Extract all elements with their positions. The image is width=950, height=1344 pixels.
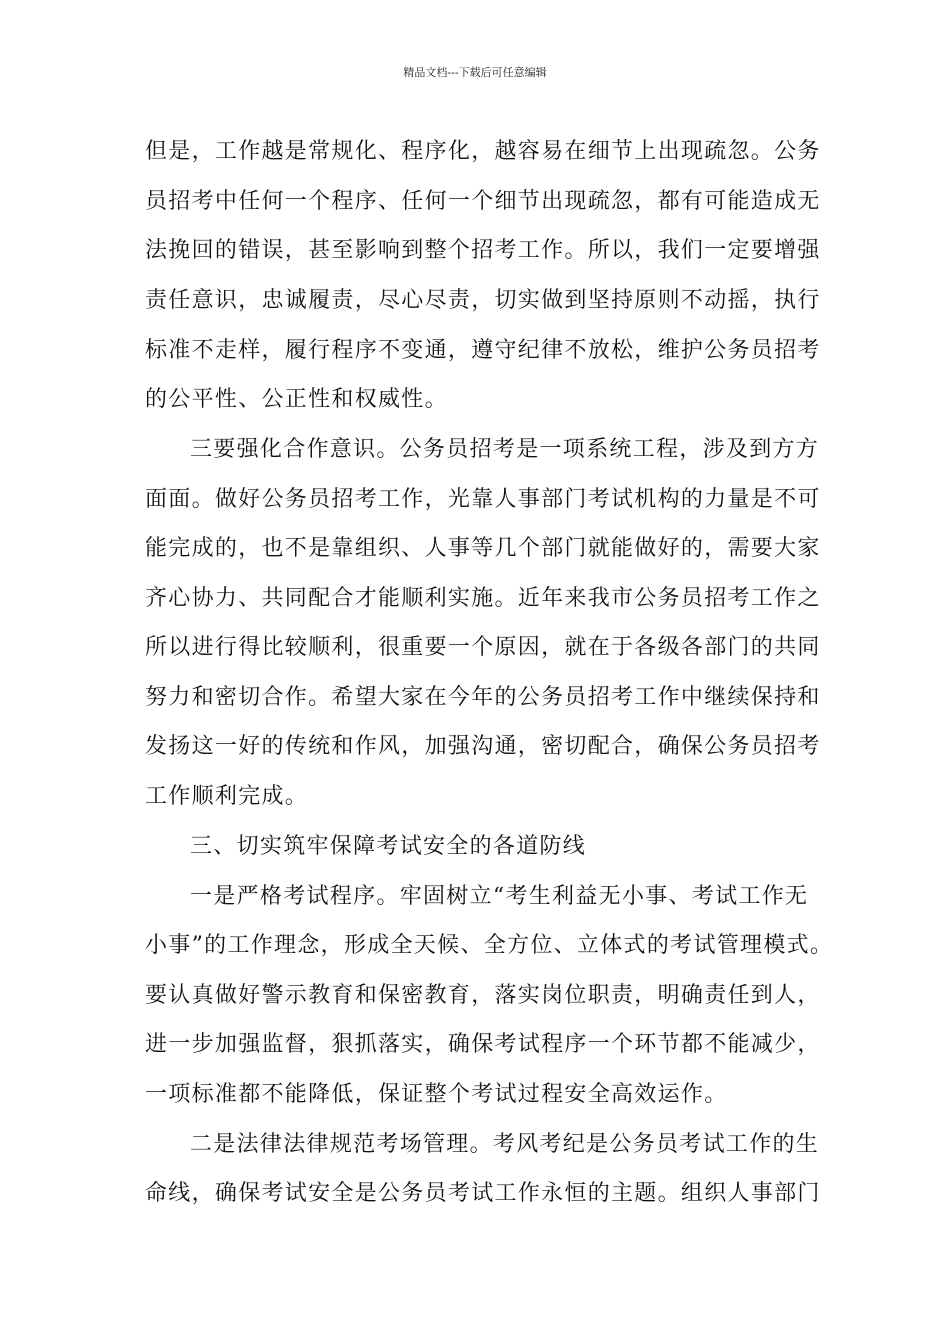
text-line: 法挽回的错误，甚至影响到整个招考工作。所以，我们一定要增强 — [145, 238, 821, 263]
paragraph-first-line: 二是法律法律规范考场管理。考风考纪是公务员考试工作的生 — [190, 1132, 820, 1157]
text-line: 发扬这一好的传统和作风，加强沟通，密切配合，确保公务员招考 — [145, 734, 821, 759]
text-line: 面面。做好公务员招考工作，光靠人事部门考试机构的力量是不可 — [145, 487, 821, 512]
text-line: 小事”的工作理念，形成全天候、全方位、立体式的考试管理模式。 — [145, 933, 834, 958]
text-line: 努力和密切合作。希望大家在今年的公务员招考工作中继续保持和 — [145, 685, 821, 710]
text-line: 所以进行得比较顺利，很重要一个原因，就在于各级各部门的共同 — [145, 635, 821, 660]
text-line: 但是，工作越是常规化、程序化，越容易在细节上出现疏忽。公务 — [145, 139, 821, 164]
text-line: 进一步加强监督，狠抓落实，确保考试程序一个环节都不能减少， — [145, 1032, 821, 1057]
section-heading: 三、切实筑牢保障考试安全的各道防线 — [190, 834, 587, 859]
text-line: 能完成的，也不是靠组织、人事等几个部门就能做好的，需要大家 — [145, 536, 821, 561]
text-line: 工作顺利完成。 — [145, 784, 309, 809]
text-line: 一项标准都不能降低，保证整个考试过程安全高效运作。 — [145, 1082, 728, 1107]
paragraph-first-line: 三要强化合作意识。公务员招考是一项系统工程，涉及到方方 — [190, 437, 820, 462]
text-line: 标准不走样，履行程序不变通，遵守纪律不放松，维护公务员招考 — [145, 338, 821, 363]
text-line: 要认真做好警示教育和保密教育，落实岗位职责，明确责任到人， — [145, 983, 821, 1008]
page-header: 精品文档---下载后可任意编辑 — [403, 66, 547, 79]
text-line: 责任意识，忠诚履责，尽心尽责，切实做到坚持原则不动摇，执行 — [145, 288, 821, 313]
text-line: 的公平性、公正性和权威性。 — [145, 387, 448, 412]
text-line: 命线，确保考试安全是公务员考试工作永恒的主题。组织人事部门 — [145, 1181, 821, 1206]
text-line: 齐心协力、共同配合才能顺利实施。近年来我市公务员招考工作之 — [145, 586, 821, 611]
paragraph-first-line: 一是严格考试程序。牢固树立“考生利益无小事、考试工作无 — [190, 884, 809, 909]
text-line: 员招考中任何一个程序、任何一个细节出现疏忽，都有可能造成无 — [145, 189, 821, 214]
